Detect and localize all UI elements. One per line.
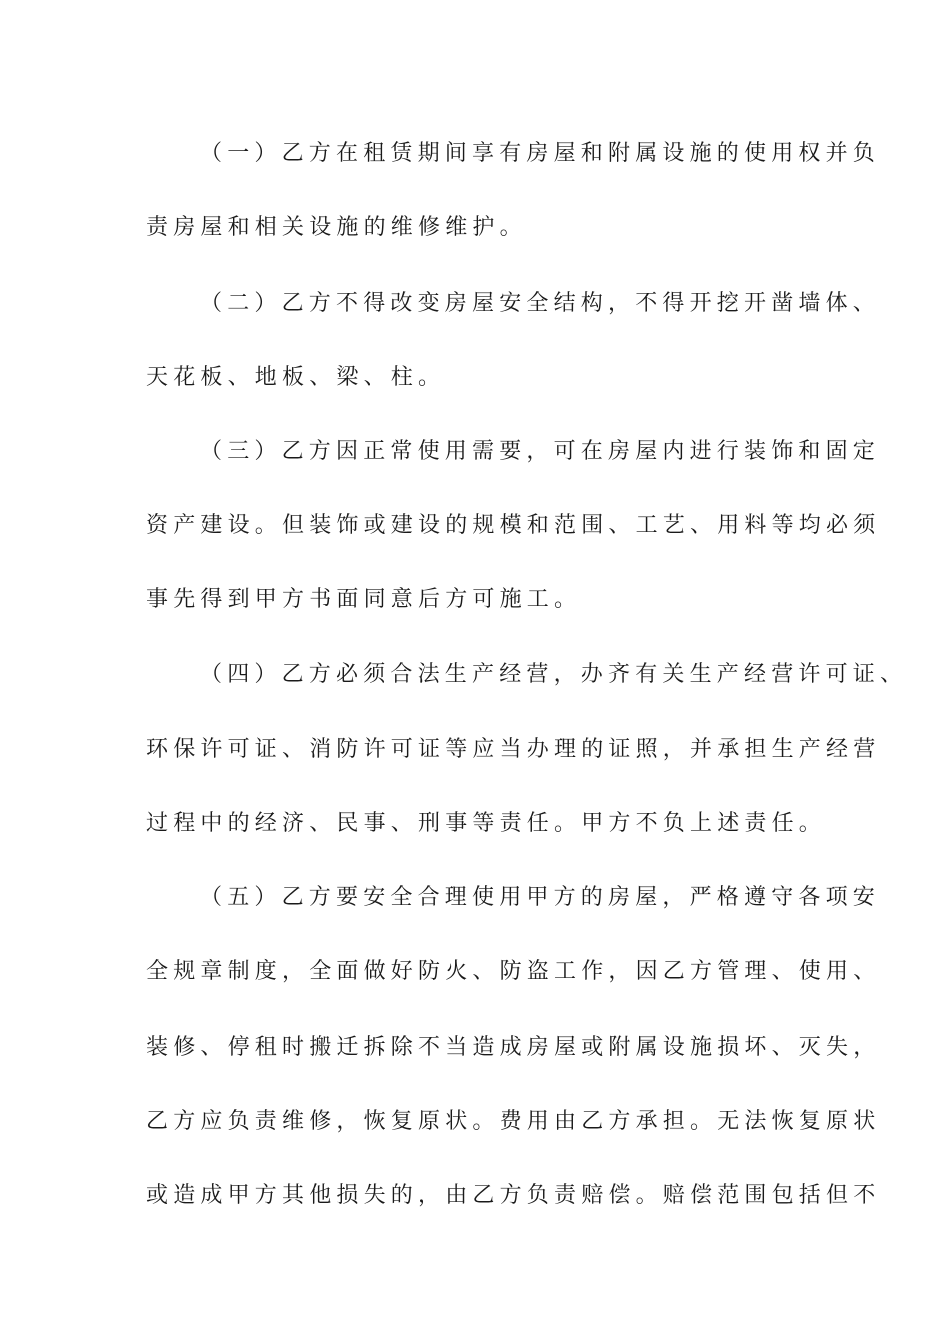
paragraph-4-line-3: 过程中的经济、民事、刑事等责任。甲方不负上述责任。	[146, 811, 827, 836]
paragraph-5-line-2: 全规章制度，全面做好防火、防盗工作，因乙方管理、使用、	[146, 959, 881, 984]
paragraph-5-line-5: 或造成甲方其他损失的，由乙方负责赔偿。赔偿范围包括但不	[146, 1183, 881, 1208]
paragraph-2-line-1: （二）乙方不得改变房屋安全结构，不得开挖开凿墙体、	[200, 291, 881, 316]
paragraph-5-line-1: （五）乙方要安全合理使用甲方的房屋，严格遵守各项安	[200, 885, 881, 910]
paragraph-5-line-3: 装修、停租时搬迁拆除不当造成房屋或附属设施损坏、灭失，	[146, 1035, 881, 1060]
paragraph-4-line-2: 环保许可证、消防许可证等应当办理的证照，并承担生产经营	[146, 737, 881, 762]
paragraph-3-line-2: 资产建设。但装饰或建设的规模和范围、工艺、用料等均必须	[146, 513, 881, 538]
paragraph-4-line-1: （四）乙方必须合法生产经营，办齐有关生产经营许可证、	[200, 662, 908, 687]
paragraph-1-line-1: （一）乙方在租赁期间享有房屋和附属设施的使用权并负	[200, 141, 881, 166]
paragraph-5-line-4: 乙方应负责维修，恢复原状。费用由乙方承担。无法恢复原状	[146, 1109, 881, 1134]
paragraph-3-line-1: （三）乙方因正常使用需要，可在房屋内进行装饰和固定	[200, 439, 881, 464]
paragraph-1-line-2: 责房屋和相关设施的维修维护。	[146, 215, 527, 240]
paragraph-3-line-3: 事先得到甲方书面同意后方可施工。	[146, 587, 582, 612]
paragraph-2-line-2: 天花板、地板、梁、柱。	[146, 365, 446, 390]
